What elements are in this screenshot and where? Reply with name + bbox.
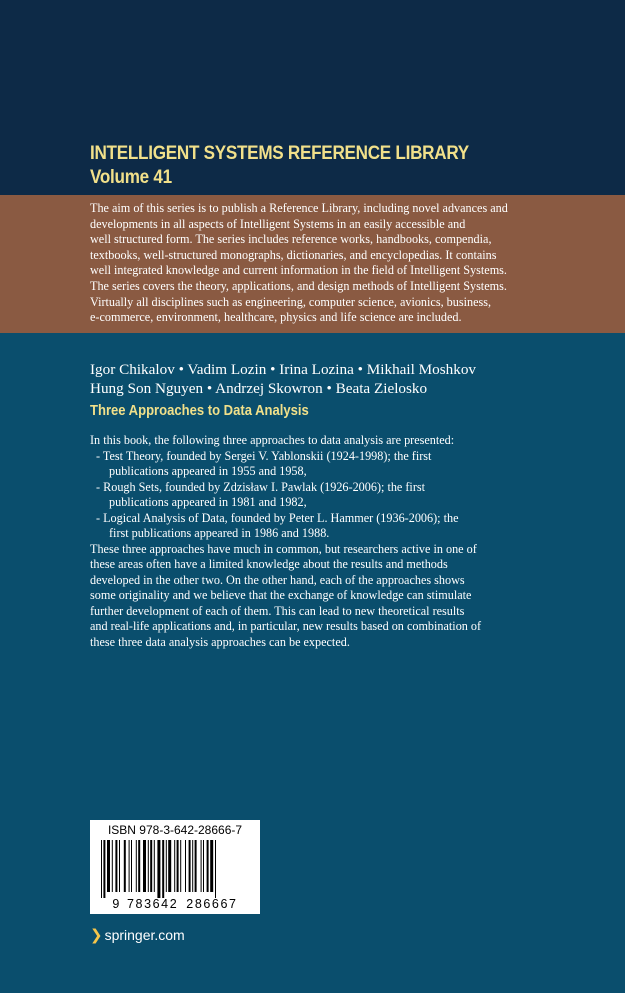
book-title: Three Approaches to Data Analysis <box>90 403 309 419</box>
author-list <box>90 360 610 398</box>
barcode-bar <box>136 840 137 892</box>
blurb-line: these areas often have a limited knowledge about the results and methods <box>90 557 448 571</box>
blurb-line: These three approaches have much in common, but researchers active in one of <box>90 541 477 556</box>
barcode-right-digits: 286667 <box>186 897 238 911</box>
series-description <box>90 201 625 326</box>
blurb-line: developed in the other two. On the other hand, each of the approaches shows <box>90 572 465 587</box>
blurb-line: these three data analysis approaches can be expected. <box>90 634 350 649</box>
barcode-bar <box>148 840 149 892</box>
barcode-bar <box>107 840 110 892</box>
blurb-line: publications appeared in 1955 and 1958, <box>109 464 307 478</box>
barcode-bar <box>129 840 130 892</box>
barcode-bar <box>119 840 120 892</box>
blurb-line: publications appeared in 1981 and 1982, <box>109 495 307 509</box>
blurb-line: and real-life applications and, in particular, new results based on combination of <box>90 619 482 633</box>
barcode-bar <box>124 840 126 892</box>
series-title <box>90 142 558 190</box>
blurb-line: some originality and we believe that the exchange of knowledge can stimulate <box>90 588 472 602</box>
barcode-bar <box>207 840 209 892</box>
barcode-bar <box>162 840 164 898</box>
series-description-line: well integrated knowledge and current information in the field of Intelligent Systems. <box>90 263 507 278</box>
isbn-barcode <box>90 820 260 914</box>
barcode-bar <box>174 840 175 892</box>
barcode-bar <box>101 840 102 898</box>
barcode-bar <box>157 840 160 898</box>
blurb-line: further development of each of them. This can lead to new theoretical results <box>90 603 465 618</box>
barcode-bar <box>103 840 105 898</box>
barcode-bar <box>210 840 213 892</box>
blurb-line: - Rough Sets, founded by Zdzisław I. Pawlak (1926-2006); the first <box>96 479 426 494</box>
series-description-line: Virtually all disciplines such as engineering, computer science, avionics, business, <box>90 294 492 309</box>
blurb-line: In this book, the following three approaches to data analysis are presented: <box>90 433 455 447</box>
blurb-line: first publications appeared in 1986 and 1988. <box>109 526 330 540</box>
series-name: INTELLIGENT SYSTEMS REFERENCE LIBRARY <box>90 143 469 164</box>
barcode-bar <box>203 840 204 892</box>
isbn-label: ISBN 978-3-642-28666-7 <box>107 823 243 837</box>
barcode-bar <box>115 840 117 892</box>
barcode-bar <box>150 840 152 892</box>
barcode-bar <box>201 840 202 892</box>
barcode-bar <box>166 840 167 892</box>
barcode-left-digits: 783642 <box>126 897 179 911</box>
barcode-bar <box>192 840 193 892</box>
publisher-link[interactable] <box>90 926 185 944</box>
barcode-bars <box>99 840 251 898</box>
series-description-line: developments in all aspects of Intelligent Systems in an easily accessible and <box>90 216 466 231</box>
blurb-line: - Test Theory, founded by Sergei V. Yablonskii (1924-1998); the first <box>96 448 432 463</box>
barcode-bar <box>195 840 197 892</box>
barcode-bar <box>138 840 140 892</box>
blurb-line: - Logical Analysis of Data, founded by Peter L. Hammer (1936-2006); the <box>96 510 459 525</box>
series-description-line: textbooks, well-structured monographs, dictionaries, and encyclopedias. It contains <box>90 247 497 262</box>
book-blurb <box>90 433 620 650</box>
barcode-digits <box>90 897 260 911</box>
barcode-bar <box>131 840 132 892</box>
authors-line-1: Igor Chikalov • Vadim Lozin • Irina Lozina • Mikhail Moshkov <box>90 361 477 378</box>
barcode-bar <box>189 840 191 892</box>
barcode-bar <box>112 840 113 892</box>
barcode-bar <box>185 840 186 892</box>
series-description-line: The aim of this series is to publish a Reference Library, including novel advances and <box>90 201 508 215</box>
series-description-line: e-commerce, environment, healthcare, physics and life science are included. <box>90 310 462 325</box>
authors-line-2: Hung Son Nguyen • Andrzej Skowron • Beata Zielosko <box>90 380 428 397</box>
springer-chevron-icon: ❯ <box>90 927 103 944</box>
series-description-line: well structured form. The series includes reference works, handbooks, compendia, <box>90 232 492 247</box>
barcode-bar <box>168 840 171 892</box>
barcode-bar <box>215 840 216 898</box>
barcode-bar <box>180 840 181 892</box>
barcode-first-digit: 9 <box>112 897 121 911</box>
publisher-name: springer.com <box>104 927 185 943</box>
barcode-bar <box>177 840 179 892</box>
barcode-bar <box>143 840 146 892</box>
barcode-bar <box>154 840 155 892</box>
series-volume: Volume 41 <box>90 167 172 188</box>
series-description-line: The series covers the theory, applications, and design methods of Intelligent Systems. <box>90 278 507 293</box>
